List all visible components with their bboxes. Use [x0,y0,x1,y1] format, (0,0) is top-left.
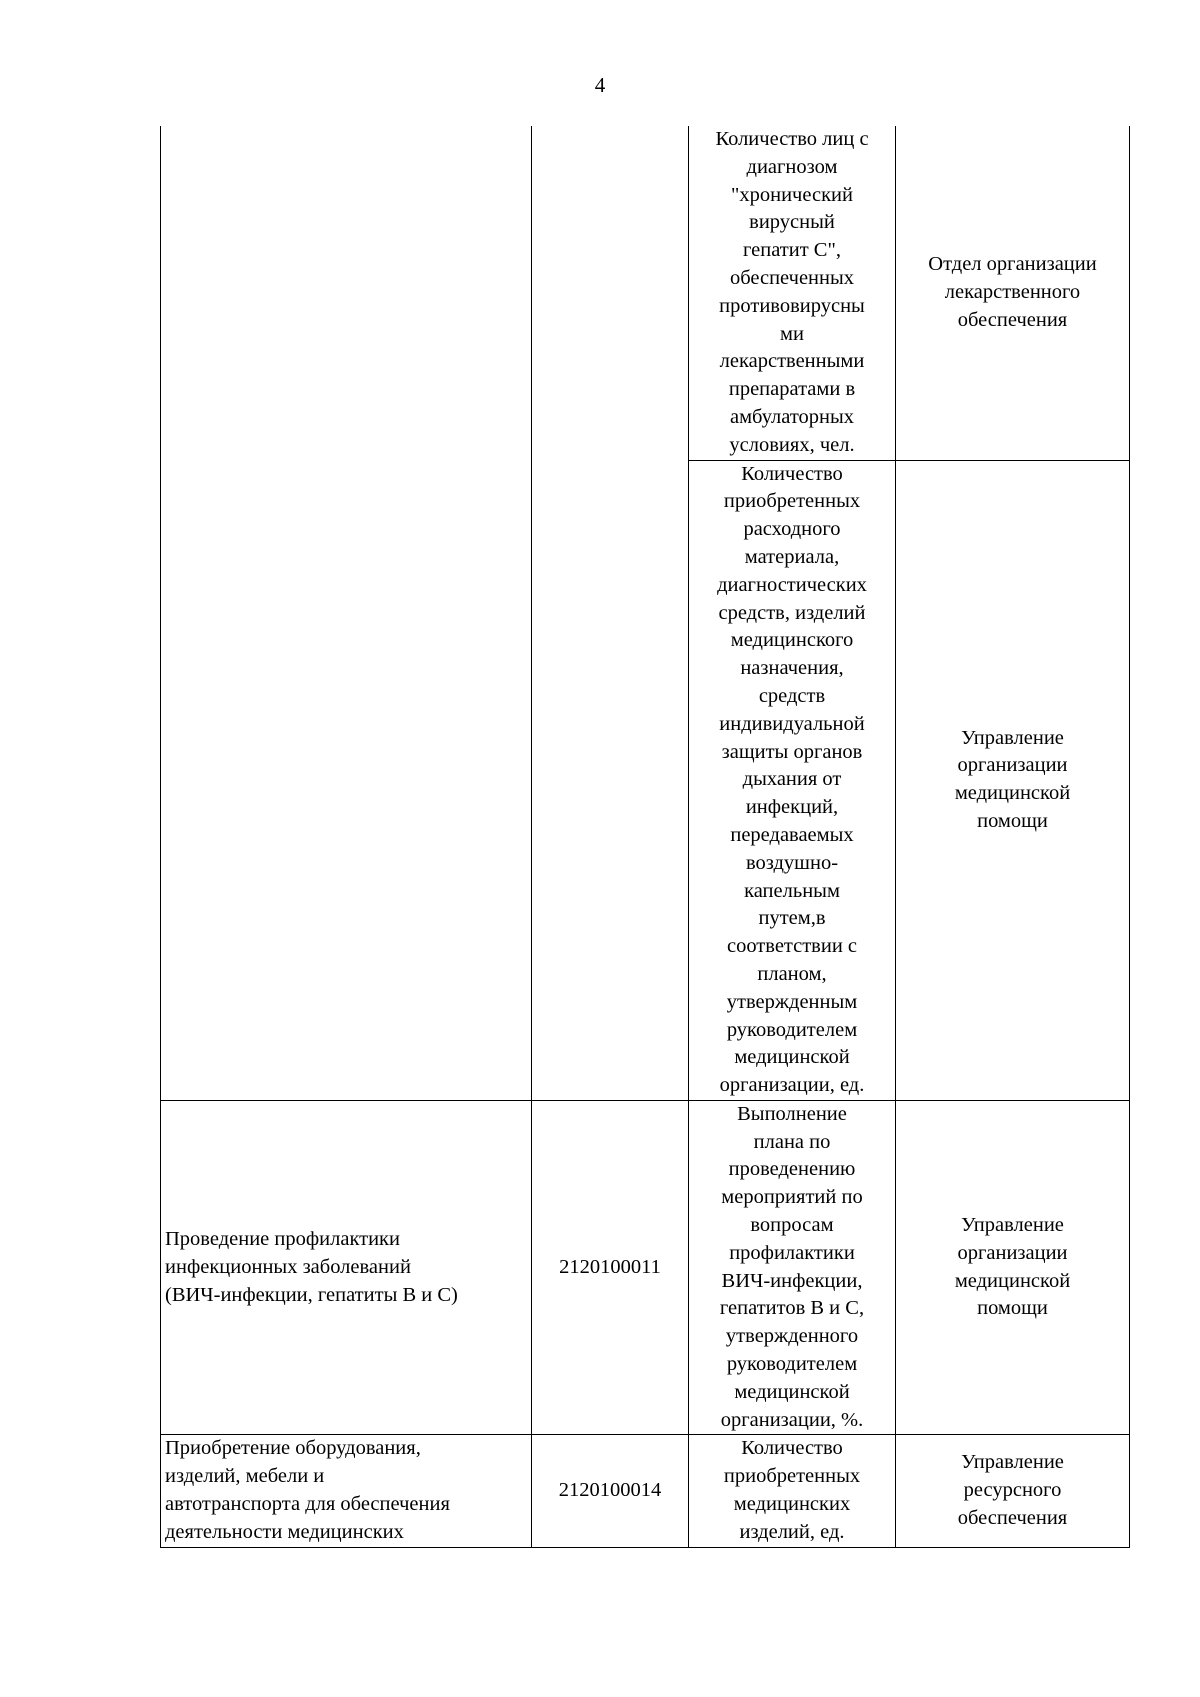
cell-line: проведенению [728,1158,856,1181]
cell-line: автотранспорта для обеспечения [165,1493,450,1516]
indicator-cell [689,1100,896,1435]
cell-line: помощи [977,810,1048,833]
cell-line: Отдел организации [928,253,1097,276]
cell-line: профилактики [729,1241,855,1264]
cell-line: защиты органов [721,740,863,763]
cell-line: Выполнение [737,1102,847,1125]
cell-line: медицинской [954,782,1071,805]
cell-line: лекарственного [944,280,1081,303]
cell-line: приобретенных [723,1465,861,1488]
responsible-cell [896,1435,1130,1547]
cell-line: утвержденным [726,990,858,1013]
activity-name-cell [161,126,532,1100]
cell-line: расходного [743,518,841,541]
cell-line: утвержденного [725,1325,859,1348]
cell-line: вирусный [749,211,835,234]
cell-line: медицинского [730,629,854,652]
cell-line: путем,в [758,907,826,930]
cell-line: средств, изделий [718,601,866,624]
cell-line: ВИЧ-инфекции, [721,1269,863,1292]
cell-line: (ВИЧ-инфекции, гепатиты В и С) [165,1283,458,1306]
cell-line: планом, [757,962,827,985]
responsible-cell [896,460,1130,1100]
cell-line: инфекционных заболеваний [165,1255,411,1278]
cell-line: диагнозом [746,155,838,178]
cell-line: материала, [744,545,840,568]
cell-line: лекарственными [719,350,865,373]
cell-line: изделий, мебели и [165,1465,325,1488]
cell-line: инфекций, [745,796,839,819]
activity-code-cell: 2120100011 [532,1100,689,1435]
cell-line: Количество [741,462,843,485]
cell-line: организации [957,754,1068,777]
cell-line: ми [780,322,804,345]
cell-line: медицинской [734,1046,850,1069]
cell-line: капельным [744,879,840,902]
indicator-cell [689,1435,896,1547]
cell-line: Количество [741,1437,843,1460]
cell-line: "хронический [731,183,853,206]
cell-line: Управление [961,726,1064,749]
cell-line: препаратами в [728,378,856,401]
activity-code-cell [532,126,689,1100]
cell-line: мероприятий по [721,1186,863,1209]
cell-line: назначения, [740,657,844,680]
cell-line: помощи [977,1297,1048,1320]
cell-line: руководителем [726,1018,858,1041]
cell-line: приобретенных [723,490,861,513]
cell-line: гепатит С", [743,239,841,262]
cell-line: соответствии с [726,935,858,958]
activity-code-cell: 2120100014 [532,1435,689,1547]
indicator-cell [689,460,896,1100]
cell-line: диагностических [717,573,867,596]
cell-line: Управление [961,1451,1064,1474]
cell-line: организации, %. [720,1408,864,1431]
cell-line: амбулаторных [729,405,855,428]
cell-line: обеспечения [957,1506,1068,1529]
cell-line: воздушно- [745,851,839,874]
cell-line: организации, ед. [719,1074,865,1097]
cell-line: медицинской [734,1380,850,1403]
cell-line: обеспеченных [729,266,855,289]
cell-line: Управление [961,1214,1064,1237]
table-row [161,126,1130,460]
cell-line: руководителем [726,1353,858,1376]
activity-name-cell [161,1435,532,1547]
cell-line: вопросам [750,1214,834,1237]
responsible-cell [896,126,1130,460]
cell-line: дыхания от [742,768,842,791]
responsible-cell [896,1100,1130,1435]
cell-line: передаваемых [730,823,854,846]
cell-line: Приобретение оборудования, [165,1437,421,1460]
cell-line: медицинской [954,1269,1071,1292]
program-table [160,126,1130,1548]
cell-line: организации [957,1241,1068,1264]
table-row [161,1435,1130,1547]
table-row [161,1100,1130,1435]
cell-line: деятельности медицинских [165,1520,404,1543]
cell-line: медицинских [733,1493,851,1516]
cell-line: изделий, ед. [739,1520,845,1543]
cell-line: средств [758,684,826,707]
cell-line: индивидуальной [719,712,865,735]
cell-line: гепатитов В и С, [719,1297,865,1320]
activity-name-cell [161,1100,532,1435]
cell-line: противовирусны [719,294,865,317]
cell-line: плана по [753,1130,831,1153]
cell-line: условиях, чел. [729,433,855,456]
page-number: 4 [594,73,606,97]
cell-line: Количество лиц с [715,128,869,150]
indicator-cell [689,126,896,460]
cell-line: Проведение профилактики [165,1227,400,1250]
cell-line: ресурсного [963,1479,1062,1502]
cell-line: обеспечения [957,308,1068,331]
